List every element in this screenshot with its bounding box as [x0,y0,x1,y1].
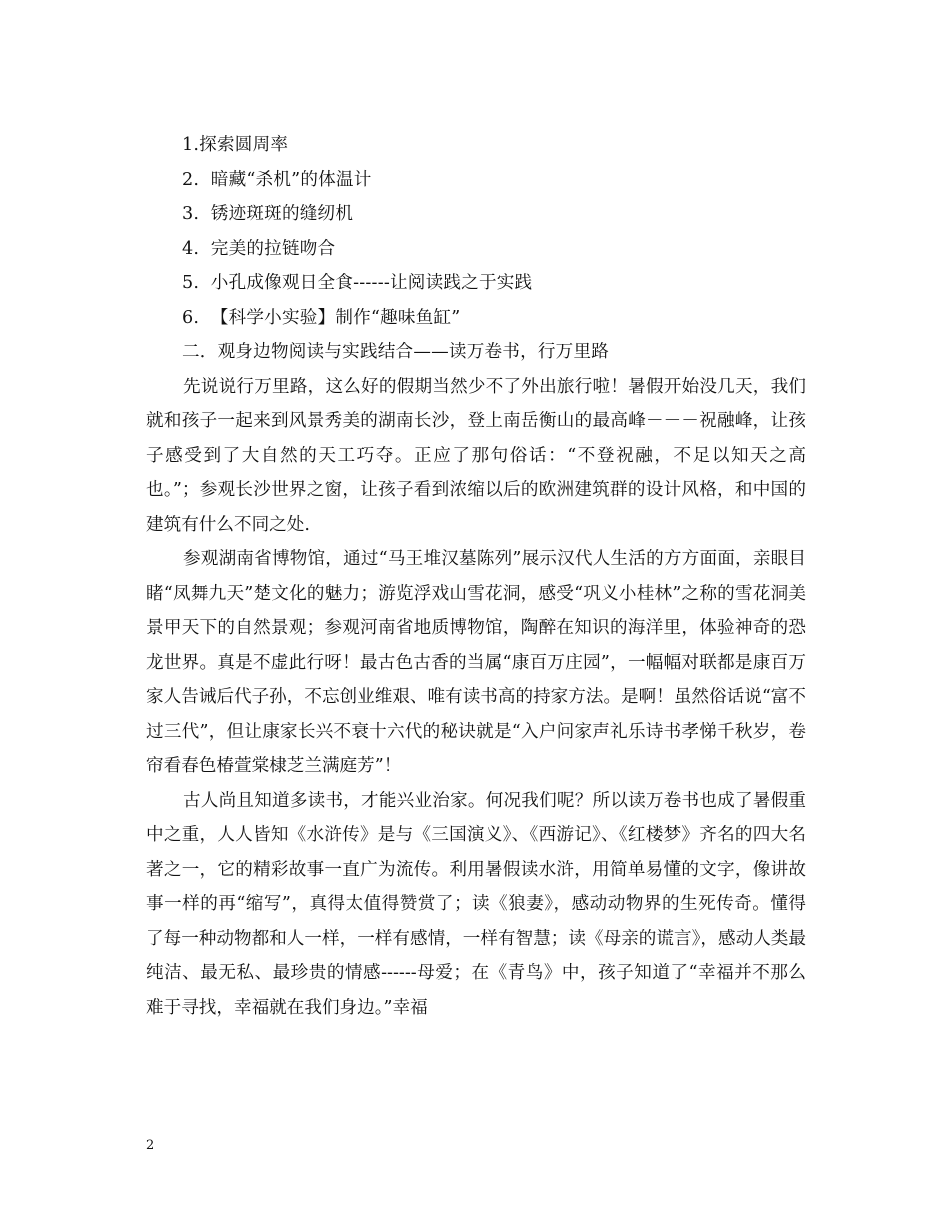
list-item: 3. 锈迹斑斑的缝纫机 [182,204,354,224]
list-item: 6. 【科学小实验】制作“趣味鱼缸” [182,307,461,328]
list-item: 2. 暗藏“杀机”的体温计 [182,169,372,190]
list-item: 5. 小孔成像观日全食------让阅读践之于实践 [182,273,533,293]
list-item: 1.探索圆周率 [182,135,289,155]
page-body [146,128,806,1025]
paragraph: 先说说行万里路，这么好的假期当然少不了外出旅行啦！暑假开始没几天，我们就和孩子一起来到风景秀美的湖南长沙，登上南岳衡山的最高峰－－－祝融峰，让孩子感受到了大自然的天工巧夺。正应了那句俗话：“不登祝融，不足以知天之高也。”；参观长沙世界之窗，让孩子看到浓缩以后的欧洲建筑群的设计风格，和中国的建筑有什么不同之处. [146,376,806,535]
page-number: 2 [146,1138,155,1153]
list-item: 4. 完美的拉链吻合 [182,238,336,259]
section-heading: 二．观身边物阅读与实践结合——读万卷书，行万里路 [182,342,610,362]
paragraph: 古人尚且知道多读书，才能兴业治家。何况我们呢？所以读万卷书也成了暑假重中之重，人人皆知《水浒传》是与《三国演义》、《西游记》、《红楼梦》齐名的四大名著之一，它的精彩故事一直广为流传。利用暑假读水浒，用简单易懂的文字，像讲故事一样的再“缩写”，真得太值得赞赏了；读《狼妻》，感动动物界的生死传奇。懂得了每一种动物都和人一样，一样有感情，一样有智慧；读《母亲的谎言》，感动人类最纯洁、最无私、最珍贵的情感------母爱；在《青鸟》中，孩子知道了“幸福并不那么难于寻找，幸福就在我们身边。”幸福 [146,790,806,1018]
paragraph: 参观湖南省博物馆，通过“马王堆汉墓陈列”展示汉代人生活的方方面面，亲眼目睹“凤舞九天”楚文化的魅力；游览浮戏山雪花洞，感受“巩义小桂林”之称的雪花洞美景甲天下的自然景观；参观河南省地质博物馆，陶醉在知识的海洋里，体验神奇的恐龙世界。真是不虚此行呀！最古色古香的当属“康百万庄园”，一幅幅对联都是康百万家人告诫后代子孙，不忘创业维艰、唯有读书高的持家方法。是啊！虽然俗话说“富不过三代”，但让康家长兴不衰十六代的秘诀就是“入户问家声礼乐诗书孝悌千秋岁，卷帘看春色椿萱棠棣芝兰满庭芳”！ [146,549,806,776]
